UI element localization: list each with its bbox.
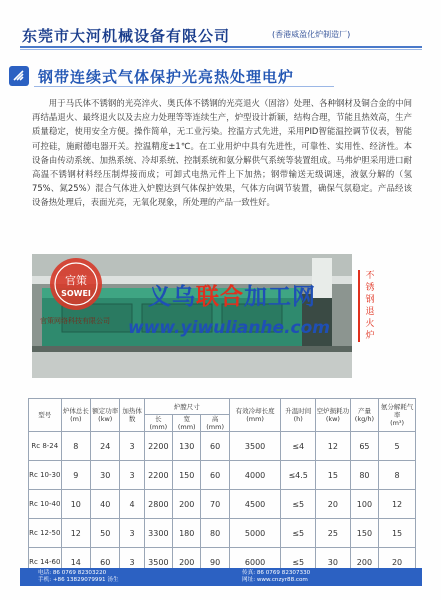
table-cell: 3 (120, 432, 144, 461)
table-row (29, 461, 416, 490)
table-cell: ≤4 (281, 432, 316, 461)
section-heading (8, 63, 428, 89)
footer-fax: 传真: 86 0769 82307330 (242, 570, 311, 576)
table-cell: 90 (201, 548, 229, 577)
table-cell: 24 (91, 432, 120, 461)
col-output: 产量 (kg/h) (350, 399, 378, 432)
table-cell: ≤4.5 (281, 461, 316, 490)
table-cell: Rc 14-60 (29, 548, 62, 577)
col-furnace-size: 炉膛尺寸 (144, 399, 229, 415)
table-cell: 2200 (144, 432, 172, 461)
watermark-brand (148, 278, 316, 311)
sowei-logo (48, 256, 104, 312)
footer-website[interactable]: 网址: www.cnzyr88.com (242, 577, 308, 583)
table-cell: 10 (61, 490, 90, 519)
col-model: 型号 (29, 399, 62, 432)
table-cell: 20 (316, 490, 351, 519)
col-high: 高 (mm) (201, 415, 229, 432)
col-long: 长 (mm) (144, 415, 172, 432)
table-cell: 20 (379, 548, 416, 577)
table-cell: 60 (91, 548, 120, 577)
table-cell: 6000 (229, 548, 281, 577)
col-gas: 氨分解耗气率 (m³) (379, 399, 416, 432)
table-row (29, 432, 416, 461)
table-row (29, 519, 416, 548)
table-cell: 4500 (229, 490, 281, 519)
table-cell: 9 (61, 461, 90, 490)
table-cell: ≤5 (281, 548, 316, 577)
table-cell: 5 (379, 432, 416, 461)
side-label: 不锈钢退火炉 (358, 270, 377, 342)
watermark-brand-b: 联合 (196, 284, 244, 310)
table-cell: 200 (350, 548, 378, 577)
watermark-brand-c: 加工网 (244, 284, 316, 310)
col-zones: 加热体数 (120, 399, 144, 432)
table-cell: 3 (120, 548, 144, 577)
table-cell: 30 (316, 548, 351, 577)
page-footer (0, 568, 441, 600)
table-cell: 8 (61, 432, 90, 461)
table-cell: 100 (350, 490, 378, 519)
table-cell: Rc 12-50 (29, 519, 62, 548)
table-cell: Rc 10-40 (29, 490, 62, 519)
col-wide: 宽 (mm) (173, 415, 201, 432)
table-cell: 80 (201, 519, 229, 548)
table-cell: 2800 (144, 490, 172, 519)
table-cell: 200 (173, 548, 201, 577)
table-cell: ≤5 (281, 519, 316, 548)
watermark-url: www.yiwulianhe.com (128, 318, 330, 338)
table-cell: 5000 (229, 519, 281, 548)
table-cell: Rc 8-24 (29, 432, 62, 461)
table-cell: 80 (350, 461, 378, 490)
col-idle: 空炉损耗功 (kw) (316, 399, 351, 432)
table-cell: 150 (173, 461, 201, 490)
table-cell: 8 (379, 461, 416, 490)
svg-text:官策: 官策 (65, 274, 87, 287)
table-cell: 14 (61, 548, 90, 577)
table-cell: 60 (201, 432, 229, 461)
table-cell: 40 (91, 490, 120, 519)
section-title: 钢带连续式气体保护光亮热处理电炉 (38, 68, 295, 86)
table-cell: 3500 (144, 548, 172, 577)
footer-mobile: 手机: +86 13829079991 汤生 (38, 577, 119, 583)
table-cell: 15 (316, 461, 351, 490)
table-cell: 2200 (144, 461, 172, 490)
table-cell: 3500 (229, 432, 281, 461)
table-cell: Rc 10-30 (29, 461, 62, 490)
section-heading-icon (8, 65, 30, 87)
table-cell: 4 (120, 490, 144, 519)
col-effective: 有效冷却长度 (mm) (229, 399, 281, 432)
watermark-brand-a: 义乌 (148, 284, 196, 310)
spec-table (28, 398, 416, 577)
table-cell: 12 (316, 432, 351, 461)
table-cell: 70 (201, 490, 229, 519)
table-cell: 150 (350, 519, 378, 548)
table-cell: 12 (379, 490, 416, 519)
table-cell: 3 (120, 519, 144, 548)
footer-contact-right (242, 570, 310, 584)
table-cell: 30 (91, 461, 120, 490)
table-cell: 4000 (229, 461, 281, 490)
header-rule (20, 46, 422, 48)
company-subtitle: (香港威盈化炉制造厂) (272, 30, 351, 39)
table-cell: 3 (120, 461, 144, 490)
header-rule-thin (20, 49, 422, 50)
table-cell: 12 (61, 519, 90, 548)
table-cell: 15 (379, 519, 416, 548)
table-cell: ≤5 (281, 490, 316, 519)
table-cell: 3300 (144, 519, 172, 548)
svg-text:SOWEI: SOWEI (61, 289, 91, 298)
col-power: 额定功率 (kw) (91, 399, 120, 432)
table-cell: 200 (173, 490, 201, 519)
page-header (0, 22, 441, 52)
table-cell: 130 (173, 432, 201, 461)
table-row (29, 490, 416, 519)
product-description: 用于马氏体不锈钢的光亮淬火、奥氏体不锈钢的光亮退火（固溶）处理、各种钢材及铜合金的中间再结晶退火、最终退火以及去应力处理等等连续生产，炉型设计新颖，结构合理，节能且热效高，生产质量稳定，使用安全方便。操作简单，无工业污染。控温方式先进，采用PID智能温控调节仪表，智能可控硅，施耐德电器开关。控温精度±1℃。在工业用炉中具有先进性，可靠性、实用性、经济性。本设备由传动系统、加热系统、冷却系统、控制系统和氨分解供气系统等装置组成。马弗炉胆采用进口耐高温不锈钢材料经压制焊接而成；可卸式电热元件上下加热；钢带输送无级调速，液氨分解的（氢75%、氮25%）混合气体进入炉膛达到气体保护效果，气体方向调节装置，确保气氛稳定。产品经该设备热处理后，表面光亮，无氧化现象，所处理的产品一致性好。 (32, 98, 412, 208)
table-cell: 60 (201, 461, 229, 490)
title-underline (34, 86, 334, 87)
table-cell: 65 (350, 432, 378, 461)
company-name: 东莞市大河机械设备有限公司 (22, 27, 231, 45)
footer-contact-left (38, 570, 119, 584)
col-length: 炉体总长 (m) (61, 399, 90, 432)
footer-phone: 电话: 86 0769 82303220 (38, 570, 107, 576)
table-cell: 180 (173, 519, 201, 548)
col-temp: 升温时间 (h) (281, 399, 316, 432)
table-cell: 25 (316, 519, 351, 548)
table-cell: 50 (91, 519, 120, 548)
logo-caption: 官策网络科技有限公司 (40, 317, 110, 325)
